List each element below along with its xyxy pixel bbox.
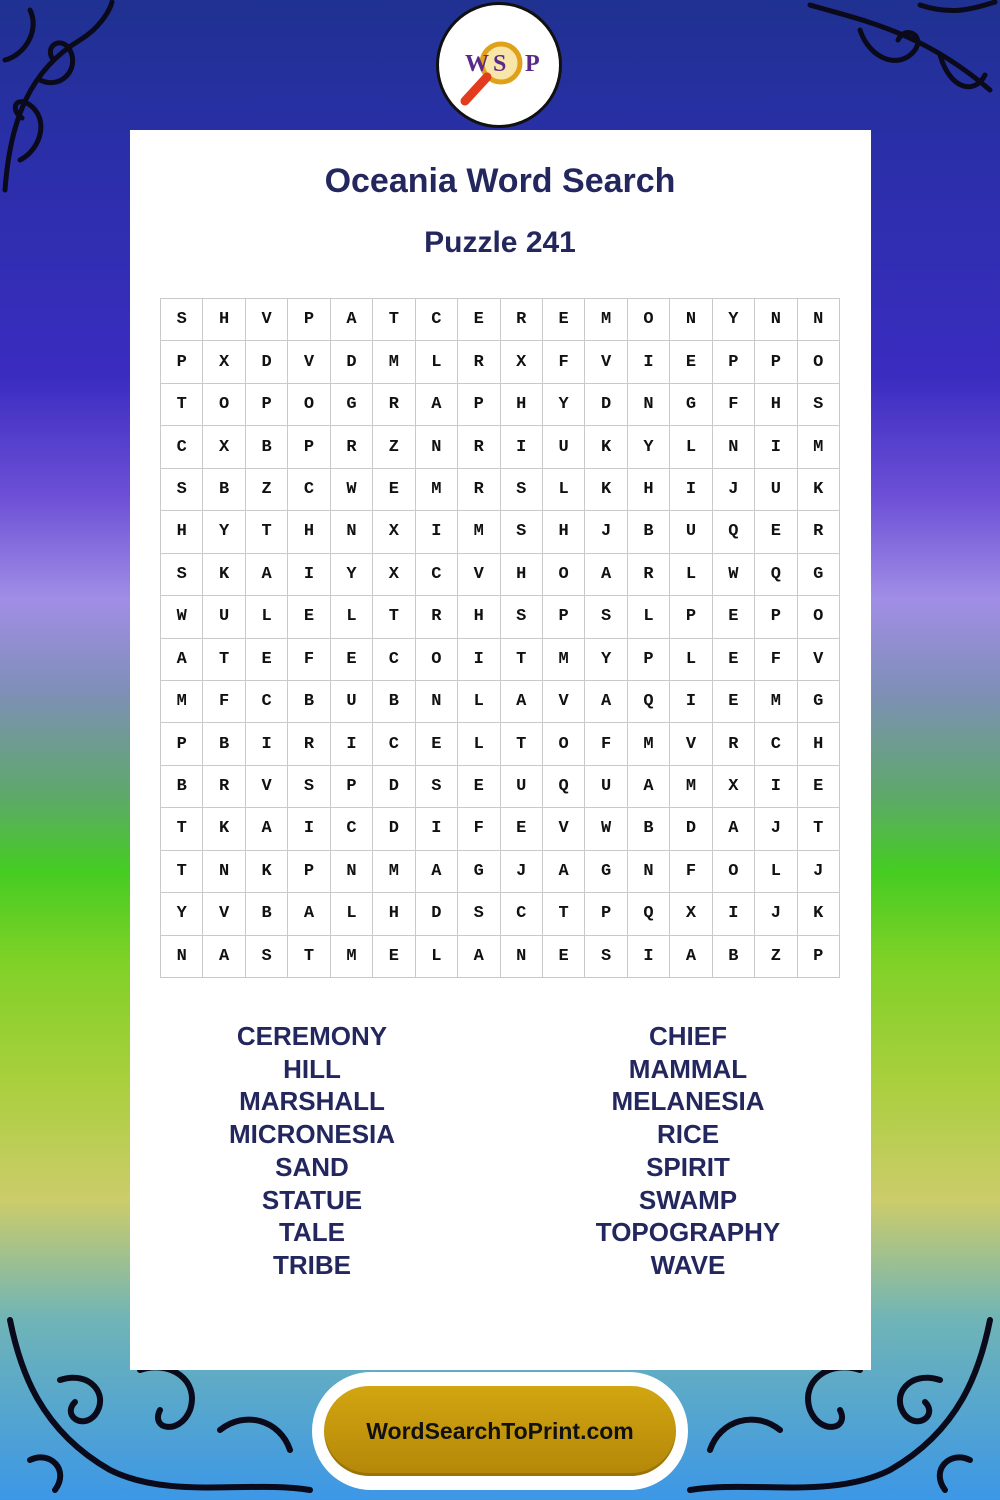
grid-cell[interactable]: C: [246, 681, 288, 723]
grid-cell[interactable]: A: [416, 384, 458, 426]
grid-cell[interactable]: I: [713, 893, 755, 935]
grid-cell[interactable]: M: [670, 766, 712, 808]
grid-cell[interactable]: A: [670, 936, 712, 978]
grid-cell[interactable]: D: [373, 808, 415, 850]
grid-cell[interactable]: K: [203, 808, 245, 850]
grid-cell[interactable]: L: [628, 596, 670, 638]
grid-cell[interactable]: Y: [203, 511, 245, 553]
grid-cell[interactable]: T: [501, 723, 543, 765]
grid-cell[interactable]: M: [543, 639, 585, 681]
grid-cell[interactable]: S: [585, 936, 627, 978]
grid-cell[interactable]: N: [416, 681, 458, 723]
grid-cell[interactable]: G: [798, 554, 840, 596]
grid-cell[interactable]: O: [798, 596, 840, 638]
word-list-item: HILL: [283, 1053, 341, 1084]
site-logo[interactable]: [436, 2, 562, 128]
grid-cell[interactable]: I: [755, 426, 797, 468]
grid-cell[interactable]: W: [161, 596, 203, 638]
grid-cell[interactable]: V: [543, 681, 585, 723]
grid-cell[interactable]: T: [288, 936, 330, 978]
grid-cell[interactable]: P: [458, 384, 500, 426]
letter-grid: [160, 298, 840, 978]
grid-cell[interactable]: S: [501, 469, 543, 511]
grid-cell[interactable]: T: [501, 639, 543, 681]
grid-cell[interactable]: K: [798, 893, 840, 935]
grid-cell[interactable]: E: [713, 639, 755, 681]
grid-cell[interactable]: T: [798, 808, 840, 850]
grid-cell[interactable]: P: [670, 596, 712, 638]
grid-cell[interactable]: T: [161, 851, 203, 893]
grid-cell[interactable]: E: [373, 936, 415, 978]
grid-cell[interactable]: V: [288, 341, 330, 383]
grid-cell[interactable]: V: [585, 341, 627, 383]
grid-cell[interactable]: X: [713, 766, 755, 808]
grid-cell[interactable]: C: [416, 299, 458, 341]
grid-cell[interactable]: V: [458, 554, 500, 596]
grid-cell[interactable]: T: [161, 384, 203, 426]
grid-cell[interactable]: E: [373, 469, 415, 511]
grid-cell[interactable]: I: [755, 766, 797, 808]
word-list-item: TOPOGRAPHY: [595, 1217, 781, 1248]
grid-cell[interactable]: P: [713, 341, 755, 383]
grid-cell[interactable]: E: [798, 766, 840, 808]
grid-cell[interactable]: H: [458, 596, 500, 638]
word-list-item: SPIRIT: [646, 1151, 730, 1182]
word-list-item: MAMMAL: [628, 1053, 748, 1084]
grid-cell[interactable]: P: [161, 341, 203, 383]
grid-cell[interactable]: G: [585, 851, 627, 893]
grid-cell[interactable]: U: [501, 766, 543, 808]
grid-cell[interactable]: B: [246, 426, 288, 468]
grid-cell[interactable]: U: [203, 596, 245, 638]
grid-cell[interactable]: F: [585, 723, 627, 765]
grid-cell[interactable]: V: [798, 639, 840, 681]
grid-cell[interactable]: R: [373, 384, 415, 426]
grid-cell[interactable]: U: [543, 426, 585, 468]
grid-cell[interactable]: A: [585, 554, 627, 596]
grid-cell[interactable]: E: [458, 766, 500, 808]
grid-cell[interactable]: H: [543, 511, 585, 553]
grid-cell[interactable]: Z: [755, 936, 797, 978]
grid-cell[interactable]: Q: [628, 681, 670, 723]
grid-cell[interactable]: M: [628, 723, 670, 765]
grid-cell[interactable]: C: [416, 554, 458, 596]
grid-cell[interactable]: I: [416, 511, 458, 553]
grid-cell[interactable]: T: [373, 596, 415, 638]
grid-cell[interactable]: L: [670, 639, 712, 681]
grid-cell[interactable]: N: [713, 426, 755, 468]
grid-cell[interactable]: A: [246, 554, 288, 596]
grid-cell[interactable]: T: [203, 639, 245, 681]
grid-cell[interactable]: V: [543, 808, 585, 850]
grid-cell[interactable]: Y: [543, 384, 585, 426]
word-list-item: WAVE: [650, 1249, 726, 1280]
grid-cell[interactable]: U: [755, 469, 797, 511]
grid-cell[interactable]: H: [755, 384, 797, 426]
grid-cell[interactable]: M: [331, 936, 373, 978]
grid-cell[interactable]: D: [373, 766, 415, 808]
grid-cell[interactable]: M: [798, 426, 840, 468]
grid-cell[interactable]: S: [161, 299, 203, 341]
grid-cell[interactable]: H: [501, 384, 543, 426]
grid-cell[interactable]: E: [501, 808, 543, 850]
grid-cell[interactable]: S: [458, 893, 500, 935]
grid-cell[interactable]: F: [755, 639, 797, 681]
grid-cell[interactable]: X: [670, 893, 712, 935]
grid-cell[interactable]: S: [501, 511, 543, 553]
grid-cell[interactable]: I: [501, 426, 543, 468]
grid-cell[interactable]: P: [288, 426, 330, 468]
grid-cell[interactable]: U: [670, 511, 712, 553]
grid-cell[interactable]: L: [458, 681, 500, 723]
grid-cell[interactable]: U: [331, 681, 373, 723]
grid-cell[interactable]: A: [331, 299, 373, 341]
grid-cell[interactable]: N: [670, 299, 712, 341]
grid-cell[interactable]: P: [288, 851, 330, 893]
word-list-item: MELANESIA: [611, 1086, 765, 1117]
grid-cell[interactable]: A: [501, 681, 543, 723]
grid-cell[interactable]: P: [798, 936, 840, 978]
grid-cell[interactable]: P: [331, 766, 373, 808]
grid-cell[interactable]: E: [713, 681, 755, 723]
grid-cell[interactable]: P: [246, 384, 288, 426]
grid-cell[interactable]: N: [798, 299, 840, 341]
grid-cell[interactable]: H: [798, 723, 840, 765]
grid-cell[interactable]: M: [458, 511, 500, 553]
grid-cell[interactable]: L: [755, 851, 797, 893]
word-list-item: STATUE: [261, 1184, 363, 1215]
grid-cell[interactable]: T: [246, 511, 288, 553]
grid-cell[interactable]: H: [628, 469, 670, 511]
grid-cell[interactable]: J: [585, 511, 627, 553]
grid-cell[interactable]: K: [246, 851, 288, 893]
word-list-item: MICRONESIA: [228, 1119, 396, 1150]
word-list-item: CEREMONY: [236, 1021, 388, 1051]
grid-cell[interactable]: R: [713, 723, 755, 765]
grid-cell[interactable]: O: [203, 384, 245, 426]
grid-cell[interactable]: M: [416, 469, 458, 511]
word-list-item: SAND: [275, 1151, 349, 1182]
word-list-left: [162, 1020, 462, 1282]
grid-cell[interactable]: O: [798, 341, 840, 383]
grid-cell[interactable]: I: [416, 808, 458, 850]
grid-cell[interactable]: O: [628, 299, 670, 341]
grid-cell[interactable]: X: [501, 341, 543, 383]
grid-cell[interactable]: H: [203, 299, 245, 341]
word-list-item: TALE: [279, 1217, 345, 1248]
grid-cell[interactable]: R: [798, 511, 840, 553]
corner-flourish-top-right: [800, 0, 1000, 130]
grid-cell[interactable]: Y: [628, 426, 670, 468]
grid-cell[interactable]: D: [670, 808, 712, 850]
grid-cell[interactable]: S: [161, 469, 203, 511]
grid-cell[interactable]: E: [713, 596, 755, 638]
grid-cell[interactable]: P: [288, 299, 330, 341]
page-title: Oceania Word Search: [324, 162, 676, 200]
grid-cell[interactable]: P: [628, 639, 670, 681]
grid-cell[interactable]: A: [543, 851, 585, 893]
grid-cell[interactable]: I: [628, 936, 670, 978]
grid-cell[interactable]: K: [585, 469, 627, 511]
grid-cell[interactable]: L: [543, 469, 585, 511]
grid-cell[interactable]: H: [501, 554, 543, 596]
word-list-right: [538, 1020, 838, 1282]
grid-cell[interactable]: R: [416, 596, 458, 638]
grid-cell[interactable]: B: [246, 893, 288, 935]
grid-cell[interactable]: P: [755, 341, 797, 383]
grid-cell[interactable]: O: [288, 384, 330, 426]
grid-cell[interactable]: F: [288, 639, 330, 681]
grid-cell[interactable]: H: [373, 893, 415, 935]
grid-cell[interactable]: F: [543, 341, 585, 383]
grid-cell[interactable]: S: [416, 766, 458, 808]
grid-cell[interactable]: K: [798, 469, 840, 511]
grid-cell[interactable]: E: [543, 299, 585, 341]
grid-cell[interactable]: K: [203, 554, 245, 596]
grid-cell[interactable]: N: [416, 426, 458, 468]
grid-cell[interactable]: O: [416, 639, 458, 681]
grid-cell[interactable]: D: [416, 893, 458, 935]
grid-cell[interactable]: M: [373, 341, 415, 383]
grid-cell[interactable]: X: [373, 554, 415, 596]
grid-cell[interactable]: V: [670, 723, 712, 765]
grid-cell[interactable]: Y: [585, 639, 627, 681]
grid-cell[interactable]: S: [161, 554, 203, 596]
grid-cell[interactable]: G: [670, 384, 712, 426]
grid-cell[interactable]: C: [288, 469, 330, 511]
site-link-button[interactable]: WordSearchToPrint.com: [324, 1386, 676, 1476]
grid-cell[interactable]: R: [288, 723, 330, 765]
grid-cell[interactable]: L: [331, 893, 373, 935]
grid-cell[interactable]: F: [670, 851, 712, 893]
grid-cell[interactable]: N: [203, 851, 245, 893]
grid-cell[interactable]: D: [585, 384, 627, 426]
logo-letter-s: S: [493, 51, 507, 77]
grid-cell[interactable]: B: [628, 808, 670, 850]
grid-cell[interactable]: H: [161, 511, 203, 553]
grid-cell[interactable]: R: [628, 554, 670, 596]
grid-cell[interactable]: J: [755, 893, 797, 935]
grid-cell[interactable]: T: [373, 299, 415, 341]
word-list-item: MARSHALL: [239, 1086, 385, 1117]
grid-cell[interactable]: R: [458, 341, 500, 383]
grid-cell[interactable]: F: [458, 808, 500, 850]
grid-cell[interactable]: L: [670, 554, 712, 596]
grid-cell[interactable]: C: [501, 893, 543, 935]
grid-cell[interactable]: B: [713, 936, 755, 978]
grid-cell[interactable]: M: [585, 299, 627, 341]
grid-cell[interactable]: N: [331, 851, 373, 893]
logo-letter-w: W: [465, 51, 489, 77]
grid-cell[interactable]: Y: [331, 554, 373, 596]
grid-cell[interactable]: U: [585, 766, 627, 808]
grid-cell[interactable]: I: [628, 341, 670, 383]
magnifier-icon: [439, 5, 559, 125]
grid-cell[interactable]: X: [203, 426, 245, 468]
grid-cell[interactable]: W: [331, 469, 373, 511]
word-list-item: RICE: [656, 1119, 720, 1150]
grid-cell[interactable]: S: [501, 596, 543, 638]
grid-cell[interactable]: W: [585, 808, 627, 850]
grid-cell[interactable]: B: [161, 766, 203, 808]
grid-cell[interactable]: A: [416, 851, 458, 893]
grid-cell[interactable]: R: [458, 426, 500, 468]
grid-cell[interactable]: Y: [161, 893, 203, 935]
word-list-item: CHIEF: [649, 1021, 727, 1051]
grid-cell[interactable]: E: [288, 596, 330, 638]
grid-cell[interactable]: L: [416, 341, 458, 383]
grid-cell[interactable]: Q: [543, 766, 585, 808]
word-list-item: SWAMP: [638, 1184, 738, 1215]
grid-cell[interactable]: A: [585, 681, 627, 723]
grid-cell[interactable]: S: [246, 936, 288, 978]
logo-letter-p: P: [525, 51, 540, 77]
word-list-item: TRIBE: [273, 1249, 351, 1280]
grid-cell[interactable]: O: [713, 851, 755, 893]
grid-cell[interactable]: I: [458, 639, 500, 681]
grid-cell[interactable]: I: [331, 723, 373, 765]
grid-cell[interactable]: P: [161, 723, 203, 765]
grid-cell[interactable]: X: [373, 511, 415, 553]
grid-cell[interactable]: J: [501, 851, 543, 893]
grid-cell[interactable]: G: [458, 851, 500, 893]
grid-cell[interactable]: J: [713, 469, 755, 511]
grid-cell[interactable]: V: [203, 893, 245, 935]
grid-cell[interactable]: S: [798, 384, 840, 426]
grid-cell[interactable]: F: [203, 681, 245, 723]
grid-cell[interactable]: P: [755, 596, 797, 638]
grid-cell[interactable]: O: [543, 554, 585, 596]
grid-cell[interactable]: I: [288, 554, 330, 596]
grid-cell[interactable]: E: [755, 511, 797, 553]
grid-cell[interactable]: X: [203, 341, 245, 383]
grid-cell[interactable]: Q: [713, 511, 755, 553]
grid-cell[interactable]: R: [203, 766, 245, 808]
grid-cell[interactable]: W: [713, 554, 755, 596]
grid-cell[interactable]: A: [161, 639, 203, 681]
grid-cell[interactable]: Z: [246, 469, 288, 511]
grid-cell[interactable]: H: [288, 511, 330, 553]
grid-cell[interactable]: E: [246, 639, 288, 681]
grid-cell[interactable]: A: [288, 893, 330, 935]
grid-cell[interactable]: N: [331, 511, 373, 553]
grid-cell[interactable]: I: [670, 469, 712, 511]
grid-cell[interactable]: C: [373, 639, 415, 681]
grid-cell[interactable]: T: [161, 808, 203, 850]
grid-cell[interactable]: C: [373, 723, 415, 765]
grid-cell[interactable]: I: [246, 723, 288, 765]
grid-cell[interactable]: L: [331, 596, 373, 638]
grid-cell[interactable]: B: [203, 469, 245, 511]
grid-cell[interactable]: A: [246, 808, 288, 850]
grid-cell[interactable]: G: [798, 681, 840, 723]
grid-cell[interactable]: C: [161, 426, 203, 468]
grid-cell[interactable]: F: [713, 384, 755, 426]
grid-cell[interactable]: S: [288, 766, 330, 808]
grid-cell[interactable]: D: [331, 341, 373, 383]
grid-cell[interactable]: K: [585, 426, 627, 468]
grid-cell[interactable]: E: [416, 723, 458, 765]
grid-cell[interactable]: R: [501, 299, 543, 341]
grid-cell[interactable]: B: [288, 681, 330, 723]
grid-cell[interactable]: R: [331, 426, 373, 468]
grid-cell[interactable]: P: [543, 596, 585, 638]
grid-cell[interactable]: J: [798, 851, 840, 893]
grid-cell[interactable]: Y: [713, 299, 755, 341]
grid-cell[interactable]: V: [246, 766, 288, 808]
grid-cell[interactable]: M: [755, 681, 797, 723]
grid-cell[interactable]: O: [543, 723, 585, 765]
grid-cell[interactable]: Z: [373, 426, 415, 468]
grid-cell[interactable]: M: [373, 851, 415, 893]
grid-cell[interactable]: T: [543, 893, 585, 935]
grid-cell[interactable]: P: [585, 893, 627, 935]
grid-cell[interactable]: I: [288, 808, 330, 850]
grid-cell[interactable]: A: [458, 936, 500, 978]
grid-cell[interactable]: C: [331, 808, 373, 850]
grid-cell[interactable]: E: [331, 639, 373, 681]
grid-cell[interactable]: B: [373, 681, 415, 723]
grid-cell[interactable]: B: [628, 511, 670, 553]
grid-cell[interactable]: L: [416, 936, 458, 978]
grid-cell[interactable]: R: [458, 469, 500, 511]
grid-cell[interactable]: E: [670, 341, 712, 383]
grid-cell[interactable]: N: [161, 936, 203, 978]
puzzle-number: Puzzle 241: [424, 226, 576, 259]
grid-cell[interactable]: N: [501, 936, 543, 978]
grid-cell[interactable]: A: [628, 766, 670, 808]
grid-cell[interactable]: D: [246, 341, 288, 383]
grid-cell[interactable]: L: [458, 723, 500, 765]
grid-cell[interactable]: N: [628, 851, 670, 893]
grid-cell[interactable]: B: [203, 723, 245, 765]
grid-cell[interactable]: A: [713, 808, 755, 850]
grid-cell[interactable]: L: [246, 596, 288, 638]
grid-cell[interactable]: E: [458, 299, 500, 341]
grid-cell[interactable]: E: [543, 936, 585, 978]
grid-cell[interactable]: N: [628, 384, 670, 426]
grid-cell[interactable]: A: [203, 936, 245, 978]
grid-cell[interactable]: M: [161, 681, 203, 723]
grid-cell[interactable]: C: [755, 723, 797, 765]
grid-cell[interactable]: J: [755, 808, 797, 850]
grid-cell[interactable]: L: [670, 426, 712, 468]
grid-cell[interactable]: I: [670, 681, 712, 723]
grid-cell[interactable]: Q: [755, 554, 797, 596]
grid-cell[interactable]: V: [246, 299, 288, 341]
grid-cell[interactable]: G: [331, 384, 373, 426]
grid-cell[interactable]: Q: [628, 893, 670, 935]
grid-cell[interactable]: N: [755, 299, 797, 341]
grid-cell[interactable]: S: [585, 596, 627, 638]
